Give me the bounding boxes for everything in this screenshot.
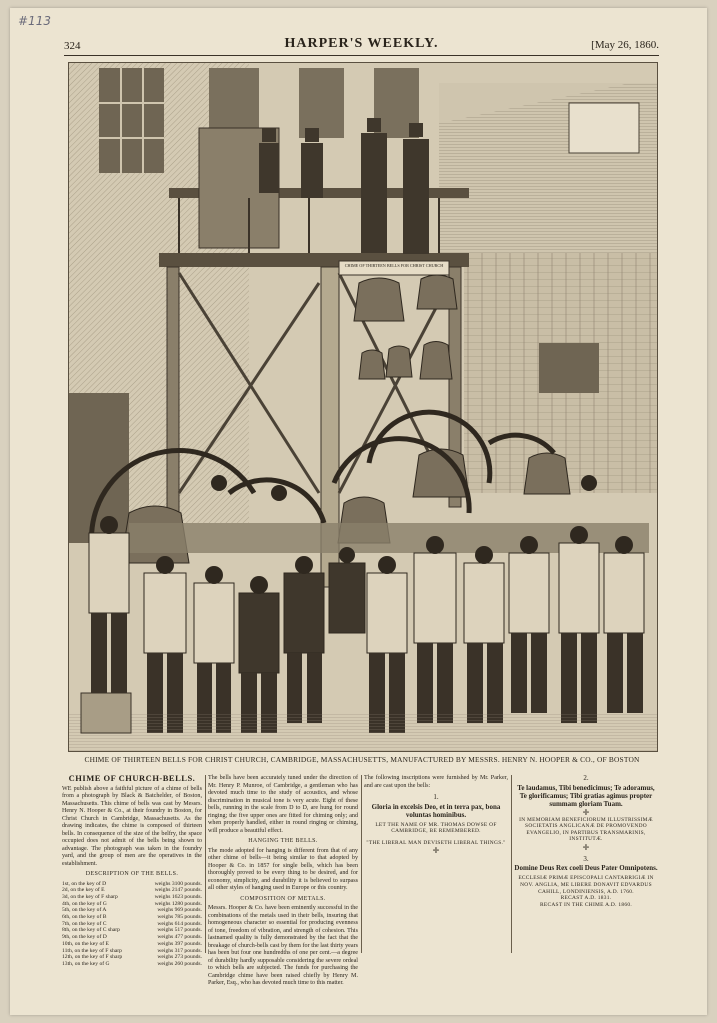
cross-ornament: ✛ [432,846,440,856]
page-header [64,36,659,54]
bell-weight: weighs 317 pounds. [157,947,202,954]
bell-key: 2d, on the key of E [62,887,105,894]
bell-key: 13th, on the key of G [62,960,110,967]
cross-ornament: ✛ [582,842,590,852]
column-rule-1 [205,775,206,953]
bell-list [62,881,202,968]
page-number: 324 [64,40,81,52]
bell-row [62,914,202,921]
article-paragraph: WE publish above a faithful picture of a chime of bells from a photograph by Black & Batchelder, of Boston, Massachusetts. This chime of bells was cast by Messrs. Henry N. Hooper & Co., at their foundry in Boston, for Christ Church in Cambridge, Massachusetts. As the drawing indicates, the chime is composed of thirteen bells. In consequence of the size of the belfry, the space occupied does not admit of the bells being shown to advantage. The photograph was taken in the foundry yard, and the group of men are the operatives in the establishment. [62,785,202,867]
header-rule [64,55,659,56]
inscription-number: 2. [583,774,589,782]
bell-weight: weighs 1280 pounds. [154,900,202,907]
bell-weight: weighs 3100 pounds. [154,880,202,887]
bell-key: 5th, on the key of A [62,907,107,914]
bell-key: 8th, on the key of C sharp [62,927,120,934]
inscription-quote: "THE LIBERAL MAN DEVISETH LIBERAL THINGS." [366,839,506,846]
bell-weight: weighs 969 pounds. [157,907,202,914]
handwritten-note: #113 [18,14,51,28]
bell-weight: weighs 260 pounds. [157,960,202,967]
illustration-caption: CHIME OF THIRTEEN BELLS FOR CHRIST CHURCH, CAMBRIDGE, MASSACHUSETTS, MANUFACTURED BY MESSRS. HENRY N. HOOPER & CO., OF BOSTON [84,755,640,764]
bell-weight: weighs 477 pounds. [157,934,202,941]
inscription-latin: Te laudamus, Tibi benedicimus; Te adoramus, Te glorificamus; Tibi gratias agimus propter summam gloriam Tuam. [517,783,655,808]
bell-key: 10th, on the key of E [62,940,109,947]
inscription-latin: Gloria in excelsis Deo, et in terra pax, bona voluntas hominibus. [371,802,501,819]
bell-row [62,934,202,941]
recast-note: RECAST A.D. 1831. [560,895,612,902]
recast-note: RECAST IN THE CHIME A.D. 1860. [539,901,633,908]
inscription-number: 1. [433,793,439,801]
article-column-2 [208,775,358,990]
frame-sign: CHIME OF THIRTEEN BELLS FOR CHRIST CHURCH [344,263,444,268]
bell-row [62,894,202,901]
bell-row [62,961,202,968]
inscription-number: 3. [583,854,589,863]
bell-row [62,941,202,948]
article-title: CHIME OF CHURCH-BELLS. [68,773,196,783]
engraving-illustration [68,62,658,752]
article-paragraph: The mode adopted for hanging is different from that of any other chime of bells—it being similar to that adopted by Hooper & Co. in 1857 for single bells, which has been thoroughly proved to be every thing to be desired, and for economy, simplicity, and durability it is believed to surpass all other styles of hanging used in Europe or this country. [208,847,358,891]
issue-date: [May 26, 1860. [591,39,659,51]
bell-key: 1st, on the key of D [62,880,107,887]
article-column-1 [62,775,202,968]
bell-key: 6th, on the key of B [62,914,107,921]
bell-key: 9th, on the key of D [62,934,107,941]
masthead: HARPER'S WEEKLY. [284,36,439,51]
section-heading: DESCRIPTION OF THE BELLS. [85,871,179,877]
inscription-text: IN MEMORIAM BENEFICIORUM ILLUSTRISSIMÆ SOCIETATIS ANGLICANÆ DE PROMOVENDO EVANGELIO, IN PARTIBUS TRANSMARINIS, INSTITUTÆ. [519,816,653,843]
bell-row [62,907,202,914]
section-heading: HANGING THE BELLS. [248,838,318,844]
section-heading: COMPOSITION OF METALS. [240,895,326,902]
article-paragraph: The following inscriptions were furnished by Mr. Parker, and are cast upon the bells: [364,775,508,789]
engraving-drawing [69,63,657,751]
bell-key: 7th, on the key of C [62,920,107,927]
bell-key: 4th, on the key of G [62,900,107,907]
column-rule-3 [511,775,512,953]
bell-weight: weighs 1623 pounds. [154,893,202,900]
article-paragraph: The bells have been accurately tuned under the direction of Mr. Henry P. Munroe, of Cambridge, a gentleman who has devoted much time to the study of acoustics, and whose discrimination in musical tone is very acute. Eight of these bells, running in the scale from D to D, are hung for round ringing; the five upper ones are fitted for chiming only; and when properly handled, either in round ringing or chiming, will produce a beautiful effect. [208,775,358,834]
inscription-text: ECCLESIÆ PRIMÆ EPISCOPALI CANTABRIGIÆ IN NOV. ANGLIA, ME LIBERE DONAVIT EDVARDUS CAHILL, LONDINIENSIS, A.D. 1760. [518,875,654,895]
article-paragraph: Messrs. Hooper & Co. have been eminently successful in the combinations of the metals used in their bells, insuring that homogeneous character so essential for producing evenness of tone, freedom of vibration, and strength of cohesion. This lastnamed quality is fully demonstrated by the fact that the breakage of church-bells cast by them for the last thirty years has been but four one hundredths of one per cent.—a degree of durability hardly supposable considering the severe ordeal to which bells are subjected. The funds for purchasing the Cambridge chime have been raised chiefly by Henry M. Parker, Esq., who has devoted much time to this matter. [208,905,358,986]
bell-row [62,954,202,961]
bell-weight: weighs 614 pounds. [157,920,202,927]
bell-weight: weighs 2147 pounds. [154,887,202,894]
bell-key: 3d, on the key of F sharp [62,893,118,900]
article-column-3 [364,775,508,855]
bell-weight: weighs 785 pounds. [157,914,202,921]
bell-key: 12th, on the key of F sharp [62,954,123,961]
column-rule-2 [361,775,362,953]
bell-key: 11th, on the key of F sharp [62,947,122,954]
inscription-latin: Domine Deus Rex coeli Deus Pater Omnipotens. [514,864,658,873]
bell-weight: weighs 517 pounds. [157,927,202,934]
bell-row [62,887,202,894]
bell-weight: weighs 273 pounds. [157,954,202,961]
bell-weight: weighs 397 pounds. [157,940,202,947]
cross-ornament: ✛ [582,807,590,817]
article-column-4 [514,775,658,908]
inscription-text: LET THE NAME OF MR. THOMAS DOWSE OF CAMBRIDGE, BE REMEMBERED. [375,821,497,835]
